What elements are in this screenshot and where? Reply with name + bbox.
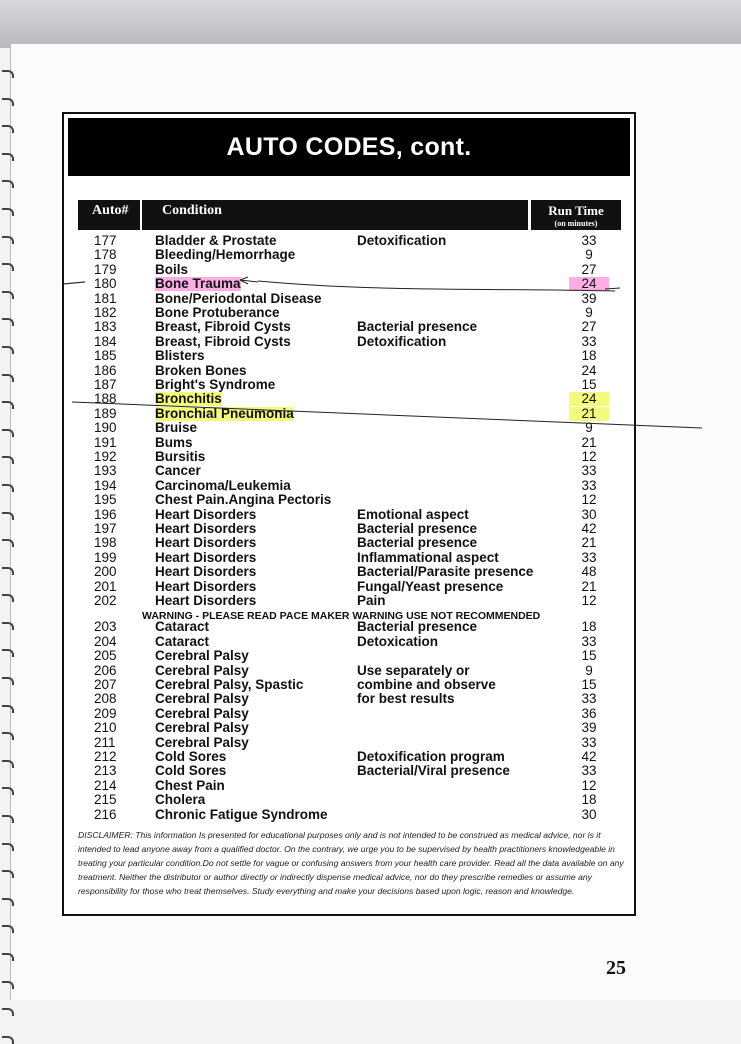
condition-name: Breast, Fibroid Cysts [155,333,291,349]
run-time: 39 [581,290,597,306]
run-time: 24 [569,277,609,291]
table-row [64,764,634,778]
auto-code: 183 [94,319,117,335]
table-row [64,793,634,807]
condition-note: Use separately or [357,662,470,678]
auto-code: 212 [94,749,117,764]
condition-note: Bacterial presence [357,619,478,635]
spiral-ring [2,870,14,878]
table-row [64,407,634,421]
run-time: 27 [581,319,597,335]
spiral-ring [2,594,14,602]
table-row [64,678,634,692]
condition-name: Heart Disorders [155,578,257,594]
condition-name: Bright's Syndrome [155,377,276,392]
run-time: 42 [581,749,597,764]
auto-code: 189 [94,405,117,421]
spiral-ring [2,125,14,133]
condition-note: Bacterial/Parasite presence [357,564,534,580]
auto-code: 203 [94,619,117,635]
condition-name: Cold Sores [155,763,227,779]
condition-name: Breast, Fibroid Cysts [155,319,291,335]
spiral-ring [2,953,14,961]
spiral-ring [2,760,14,768]
condition-name: Cold Sores [155,749,227,764]
table-row [64,320,634,334]
table-row [64,306,634,320]
condition-name: Carcinoma/Leukemia [155,477,291,493]
condition-name: Blisters [155,348,205,364]
run-time: 33 [581,691,597,707]
table-row [64,565,634,579]
run-time: 18 [581,348,597,364]
auto-code: 188 [94,391,117,407]
auto-code: 193 [94,463,117,479]
run-time: 27 [581,261,597,277]
table-row [64,707,634,721]
spiral-ring [2,1008,14,1016]
table-row [64,594,634,608]
spiral-ring [2,263,14,271]
auto-code: 178 [94,247,117,263]
condition-note: for best results [357,691,455,707]
spiral-ring [2,815,14,823]
condition-name: Heart Disorders [155,564,257,580]
spiral-ring [2,208,14,216]
run-time: 33 [581,233,597,248]
condition-name: Heart Disorders [155,506,257,522]
condition-name: Heart Disorders [155,521,257,536]
condition-name: Heart Disorders [155,593,257,608]
header-run-time-unit: (on minutes) [554,219,598,228]
auto-code: 213 [94,763,117,779]
table-row [64,522,634,536]
condition-name: Chest Pain.Angina Pectoris [155,492,332,508]
condition-note: Detoxification [357,233,447,248]
condition-name: Cataract [155,619,210,635]
spiral-ring [2,843,14,851]
auto-code: 201 [94,578,117,594]
run-time: 15 [581,677,597,692]
auto-code: 199 [94,549,117,565]
auto-code: 184 [94,333,117,349]
table-row [64,750,634,764]
auto-code: 216 [94,806,117,822]
condition-name: Chest Pain [155,777,225,793]
auto-code: 180 [94,276,117,292]
run-time: 21 [581,578,597,594]
condition-note: Emotional aspect [357,506,469,522]
disclaimer: DISCLAIMER: This information Is presented for educational purposes only and is not intended to be construed as medical advice, nor is it intended to lead anyone away from a qualified doctor. On the contrary, we urge you to be supervised by health practitioners knowledgeable in treating your particular condition.Do not settle for vague or confusing answers from your health care provider. Read all the data available on any treatment. Neither the distributor or author directly or indirectly dispense medical advice, nor do they prescribe remedies or assume any responsibility for those who treat themselves. Study everything and make your decisions based upon logic, reason and knowledge. [78,830,624,896]
spiral-ring [2,925,14,933]
spiral-ring [2,705,14,713]
spiral-ring [2,456,14,464]
spiral-ring [2,539,14,547]
table-row [64,335,634,349]
table-row [64,349,634,363]
table-row [64,692,634,706]
spiral-ring [2,429,14,437]
spiral-ring [2,346,14,354]
run-time: 33 [581,549,597,565]
auto-code: 195 [94,492,117,508]
auto-code: 205 [94,648,117,664]
auto-code: 204 [94,633,117,649]
run-time: 39 [581,720,597,736]
run-time: 33 [581,333,597,349]
auto-code: 214 [94,777,117,793]
condition-name: Cerebral Palsy [155,691,249,707]
run-time: 9 [585,662,593,678]
spiral-ring [2,622,14,630]
spiral-ring [2,567,14,575]
spiral-ring [2,898,14,906]
condition-name: Chronic Fatigue Syndrome [155,806,328,822]
table-row [64,721,634,735]
condition-note: Detoxication [357,633,439,649]
condition-note: Bacterial presence [357,521,478,536]
run-time: 21 [569,407,609,421]
page-number: 25 [606,957,626,979]
spiral-ring [2,180,14,188]
auto-code: 177 [94,233,117,248]
run-time: 21 [581,535,597,551]
condition-name: Bone Protuberance [155,305,280,320]
table-row [64,649,634,663]
run-time: 12 [581,449,597,464]
auto-code: 209 [94,705,117,721]
run-time: 33 [581,477,597,493]
condition-name: Cerebral Palsy [155,705,249,721]
auto-code: 187 [94,377,117,392]
condition-name: Boils [155,261,189,277]
table-row [64,808,634,822]
spiral-ring [2,70,14,78]
spiral-ring [2,291,14,299]
auto-code: 206 [94,662,117,678]
run-time: 9 [585,305,593,320]
auto-code: 207 [94,677,117,692]
condition-name: Cerebral Palsy, Spastic [155,677,304,692]
condition-note: Pain [357,593,386,608]
condition-name: Cancer [155,463,201,479]
auto-code: 191 [94,434,117,450]
spiral-ring [2,318,14,326]
table-row [64,234,634,248]
condition-name: Cerebral Palsy [155,648,249,664]
pacemaker-warning: WARNING - PLEASE READ PACE MAKER WARNING USE NOT RECOMMENDED [142,610,541,622]
run-time: 36 [581,705,597,721]
run-time: 9 [585,420,593,436]
condition-name: Cerebral Palsy [155,662,249,678]
auto-code: 186 [94,362,117,378]
title-bar [68,118,630,176]
spiral-ring [2,401,14,409]
condition-name: Bleeding/Hemorrhage [155,247,296,263]
spiral-ring [2,98,14,106]
condition-name: Bladder & Prostate [155,233,277,248]
run-time: 30 [581,806,597,822]
condition-name: Bronchial Pneumonia [155,405,294,421]
run-time: 9 [585,247,593,263]
run-time: 24 [569,392,609,406]
header-condition: Condition [142,200,528,230]
condition-name: Heart Disorders [155,549,257,565]
table-row [64,580,634,594]
auto-code: 181 [94,290,117,306]
auto-code: 190 [94,420,117,436]
condition-note: Inflammational aspect [357,549,499,565]
table-row [64,779,634,793]
run-time: 24 [581,362,597,378]
run-time: 21 [581,434,597,450]
page-title: AUTO CODES, cont. [226,132,472,161]
run-time: 48 [581,564,597,580]
table-row [64,364,634,378]
auto-code: 210 [94,720,117,736]
table-row [64,635,634,649]
table-row [64,421,634,435]
auto-code: 202 [94,593,117,608]
spiral-binding [0,70,14,1000]
table-row [64,263,634,277]
run-time: 12 [581,777,597,793]
spiral-ring [2,649,14,657]
auto-code: 197 [94,521,117,536]
condition-name: Cholera [155,792,206,808]
auto-code: 182 [94,305,117,320]
run-time: 18 [581,619,597,635]
table-row [64,378,634,392]
run-time: 33 [581,633,597,649]
table-row [64,277,634,291]
condition-note: Detoxification [357,333,447,349]
condition-name: Bone Trauma [155,276,241,292]
condition-note: Fungal/Yeast presence [357,578,504,594]
condition-note: Detoxification program [357,749,505,764]
scan-top-shadow [0,0,741,48]
table-row [64,392,634,406]
table-row [64,551,634,565]
run-time: 42 [581,521,597,536]
auto-code: 211 [94,734,116,750]
auto-code: 185 [94,348,117,364]
condition-name: Cerebral Palsy [155,720,249,736]
run-time: 15 [581,377,597,392]
run-time: 33 [581,463,597,479]
auto-code: 200 [94,564,117,580]
condition-name: Bone/Periodontal Disease [155,290,322,306]
spiral-ring [2,1036,14,1044]
auto-code: 192 [94,449,117,464]
auto-code: 215 [94,792,117,808]
table-row [64,493,634,507]
condition-name: Heart Disorders [155,535,257,551]
auto-codes-table [62,112,636,916]
run-time: 30 [581,506,597,522]
spiral-ring [2,484,14,492]
spiral-ring [2,732,14,740]
table-row [64,292,634,306]
table-row [64,736,634,750]
condition-name: Bums [155,434,193,450]
table-row [64,664,634,678]
header-auto: Auto# [78,200,140,230]
table-row [64,620,634,634]
spiral-ring [2,677,14,685]
table-row [64,508,634,522]
spiral-ring [2,236,14,244]
auto-code: 208 [94,691,117,707]
run-time: 33 [581,734,597,750]
auto-code: 198 [94,535,117,551]
condition-name: Broken Bones [155,362,247,378]
spiral-ring [2,374,14,382]
run-time: 18 [581,792,597,808]
header-run-time-label: Run Time [548,203,604,218]
table-row [64,479,634,493]
table-row [64,536,634,550]
table-row [64,248,634,262]
condition-note: Bacterial/Viral presence [357,763,510,779]
table-row [64,450,634,464]
condition-note: Bacterial presence [357,535,478,551]
condition-note: combine and observe [357,677,496,692]
condition-name: Bursitis [155,449,206,464]
condition-name: Cataract [155,633,210,649]
condition-name: Bruise [155,420,198,436]
spiral-ring [2,787,14,795]
condition-name: Cerebral Palsy [155,734,249,750]
run-time: 12 [581,492,597,508]
spiral-ring [2,153,14,161]
spiral-ring [2,512,14,520]
auto-code: 194 [94,477,117,493]
auto-code: 179 [94,261,117,277]
condition-name: Bronchitis [155,391,222,407]
run-time: 12 [581,593,597,608]
header-run-time [531,200,621,230]
condition-note: Bacterial presence [357,319,478,335]
table-row [64,464,634,478]
run-time: 15 [581,648,597,664]
run-time: 33 [581,763,597,779]
table-row [64,436,634,450]
spiral-ring [2,981,14,989]
auto-code: 196 [94,506,117,522]
